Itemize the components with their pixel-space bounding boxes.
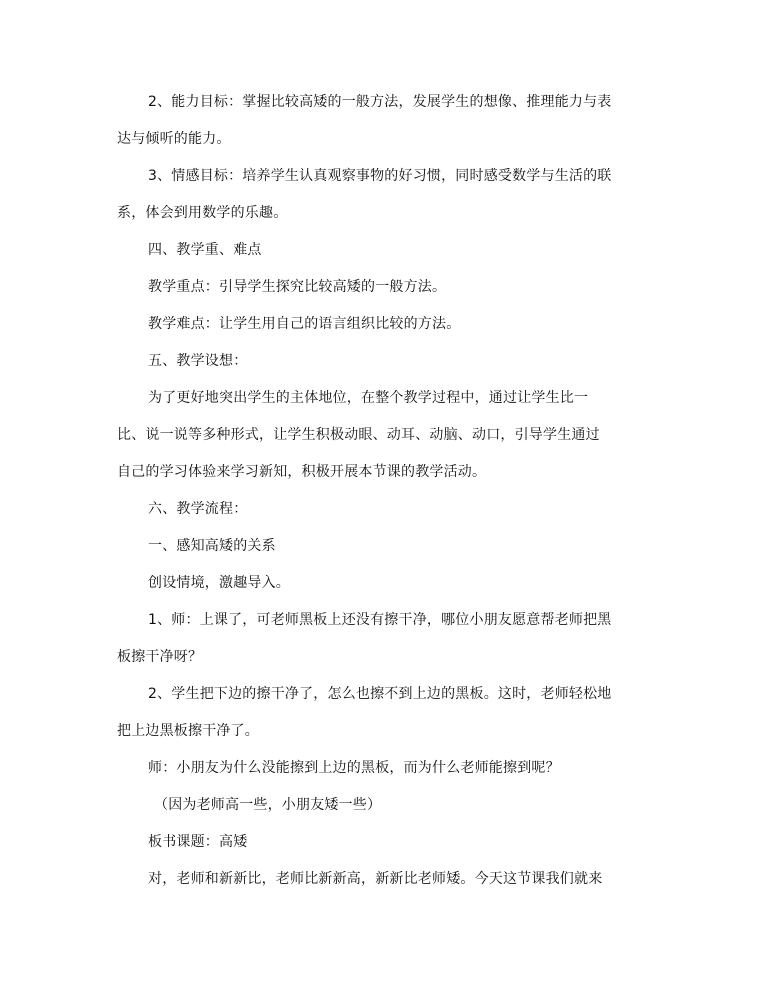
teacher-question-line-1: 1、师：上课了，可老师黑板上还没有擦干净，哪位小朋友愿意帮老师把黑	[148, 612, 612, 628]
teaching-idea-line-2: 比、说一说等多种形式，让学生积极动眼、动耳、动脑、动口，引导学生通过	[117, 427, 600, 443]
teaching-idea-line-1: 为了更好地突出学生的主体地位，在整个教学过程中，通过让学生比一	[148, 390, 589, 406]
teaching-idea-line-3: 自己的学习体验来学习新知，积极开展本节课的教学活动。	[117, 464, 487, 480]
teacher-followup-question: 师：小朋友为什么没能擦到上边的黑板，而为什么老师能擦到呢？	[148, 760, 560, 776]
section-heading-teaching-process: 六、教学流程：	[148, 501, 248, 517]
subsection-heading-height-relation: 一、感知高矮的关系	[148, 538, 276, 554]
student-activity-line-2: 把上边黑板擦干净了。	[117, 723, 259, 739]
paragraph-ability-goal-line-1: 2、能力目标：掌握比较高矮的一般方法，发展学生的想像、推理能力与表	[148, 94, 612, 110]
blackboard-title-line: 板书课题：高矮	[148, 834, 248, 850]
paragraph-emotion-goal-line-2: 系，体会到用数学的乐趣。	[117, 205, 288, 221]
teaching-difficulty-line: 教学难点：让学生用自己的语言组织比较的方法。	[148, 316, 461, 332]
teaching-focus-line: 教学重点：引导学生探究比较高矮的一般方法。	[148, 279, 447, 295]
paragraph-ability-goal-line-2: 达与倾听的能力。	[117, 131, 231, 147]
teacher-question-line-2: 板擦干净呀？	[117, 649, 203, 665]
closing-comparison-line: 对，老师和新新比，老师比新新高，新新比老师矮。今天这节课我们就来	[148, 871, 603, 887]
situation-intro-line: 创设情境，激趣导入。	[148, 575, 290, 591]
section-heading-teaching-idea: 五、教学设想：	[148, 353, 248, 369]
expected-answer: （因为老师高一些，小朋友矮一些）	[154, 797, 382, 813]
section-heading-key-points: 四、教学重、难点	[148, 242, 262, 258]
student-activity-line-1: 2、学生把下边的擦干净了，怎么也擦不到上边的黑板。这时，老师轻松地	[148, 686, 612, 702]
paragraph-emotion-goal-line-1: 3、情感目标：培养学生认真观察事物的好习惯，同时感受数学与生活的联	[148, 168, 612, 184]
